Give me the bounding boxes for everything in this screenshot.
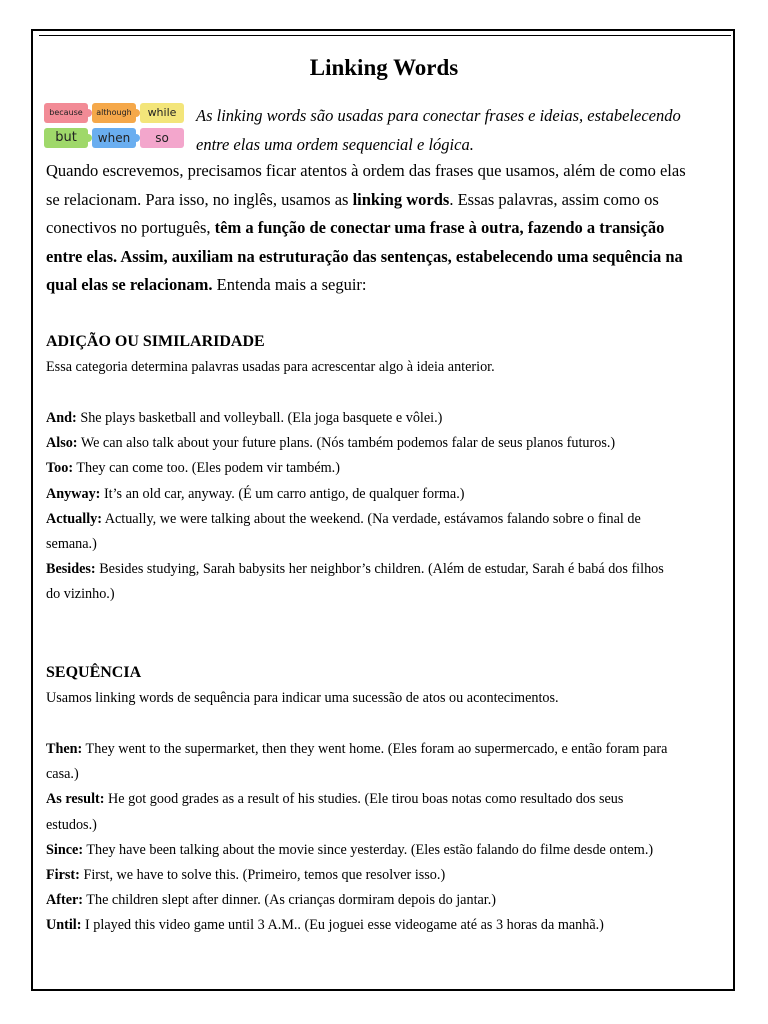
section-heading-addition: ADIÇÃO OU SIMILARIDADE <box>46 333 265 350</box>
section-description-addition: Essa categoria determina palavras usadas para acrescentar algo à ideia anterior. <box>46 359 495 375</box>
example-item: First: First, we have to solve this. (Primeiro, temos que resolver isso.) <box>46 867 446 884</box>
section-description-sequence: Usamos linking words de sequência para indicar uma sucessão de atos ou acontecimentos. <box>46 690 559 706</box>
puzzle-piece-while: while <box>140 103 184 123</box>
intro-line: entre elas uma ordem sequencial e lógica. <box>196 135 474 154</box>
example-item: After: The children slept after dinner. (As crianças dormiram depois do jantar.) <box>46 892 497 909</box>
linking-words-puzzle-image <box>44 103 186 149</box>
example-item: Since: They have been talking about the movie since yesterday. (Eles estão falando do filme desde ontem.) <box>46 841 654 858</box>
example-item: Too: They can come too. (Eles podem vir também.) <box>46 460 340 477</box>
example-item: Actually: Actually, we were talking about the weekend. (Na verdade, estávamos falando sobre o final de semana.) <box>46 510 641 553</box>
intro-line: As linking words são usadas para conectar frases e ideias, estabelecendo <box>196 106 681 125</box>
puzzle-piece-although: although <box>92 103 136 123</box>
example-item: Besides: Besides studying, Sarah babysits her neighbor’s children. (Além de estudar, Sarah é babá dos filhos do vizinho.) <box>46 561 664 603</box>
section-heading-sequence: SEQUÊNCIA <box>46 664 142 681</box>
intro-paragraph <box>46 157 726 300</box>
paragraph-line: Quando escrevemos, precisamos ficar atentos à ordem das frases que usamos, além de como elas <box>46 161 686 180</box>
puzzle-piece-when: when <box>92 128 136 148</box>
puzzle-piece-because: because <box>44 103 88 123</box>
examples-sequence <box>46 737 730 939</box>
puzzle-piece-so: so <box>140 128 184 148</box>
puzzle-piece-but: but <box>44 128 88 148</box>
example-item: Until: I played this video game until 3 A.M.. (Eu joguei esse videogame até as 3 horas da manhã.) <box>46 917 604 934</box>
examples-addition <box>46 406 730 608</box>
paragraph-line: conectivos no português, têm a função de conectar uma frase à outra, fazendo a transição <box>46 218 665 237</box>
example-item: Anyway: It’s an old car, anyway. (É um carro antigo, de qualquer forma.) <box>46 485 465 502</box>
intro-italic-text <box>196 101 736 159</box>
example-item: Also: We can also talk about your future plans. (Nós também podemos falar de seus planos futuros.) <box>46 435 616 452</box>
paragraph-line: se relacionam. Para isso, no inglês, usamos as linking words. Essas palavras, assim como os <box>46 189 659 209</box>
example-item: As result: He got good grades as a result of his studies. (Ele tirou boas notas como resultado dos seus estudos.) <box>46 791 624 833</box>
paragraph-line: entre elas. Assim, auxiliam na estruturação das sentenças, estabelecendo uma sequência na <box>46 246 683 266</box>
example-item: And: She plays basketball and volleyball. (Ela joga basquete e vôlei.) <box>46 410 443 426</box>
page-title: Linking Words <box>309 55 459 80</box>
top-rule <box>39 35 731 36</box>
example-item: Then: They went to the supermarket, then they went home. (Eles foram ao supermercado, e então foram para casa.) <box>46 741 668 783</box>
paragraph-line: qual elas se relacionam. Entenda mais a seguir: <box>46 275 367 294</box>
